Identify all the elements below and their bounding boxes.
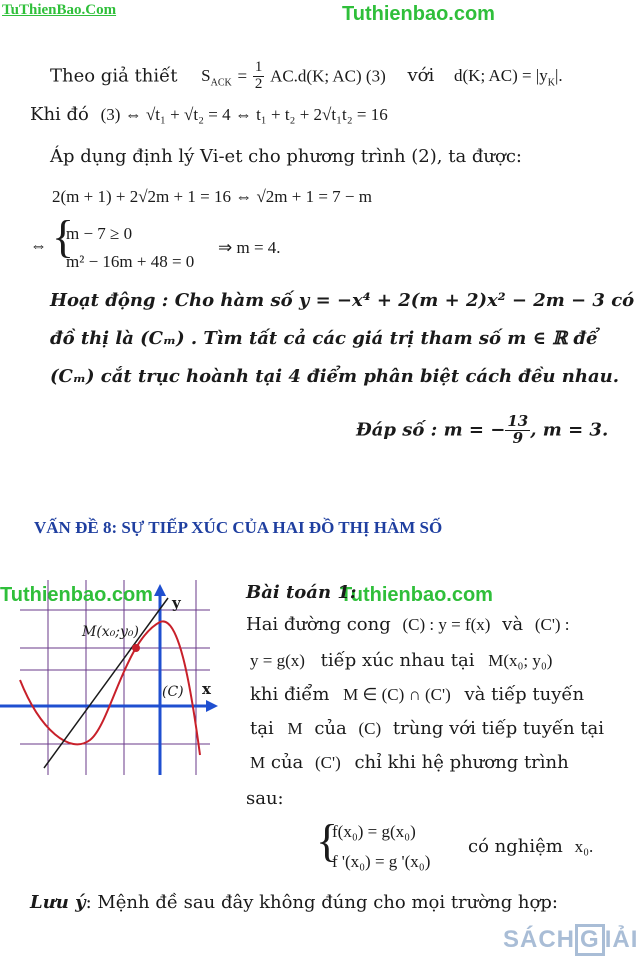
sys-line-2: f '(x₀) = g '(x₀) xyxy=(332,852,431,871)
watermark-site-top: Tuthienbao.com xyxy=(342,3,495,25)
fraction-half: $\frac{1}{2}$ xyxy=(254,59,263,92)
problem-line-1: Hai đường cong (C) : y = f(x) và (C') : xyxy=(246,614,570,635)
x-axis-arrow xyxy=(206,700,218,712)
problem-title: Bài toán 1: xyxy=(246,582,357,603)
graph-figure xyxy=(0,580,236,780)
left-brace-2: { xyxy=(316,815,339,866)
watermark-site-right: Tuthienbao.com xyxy=(340,584,493,606)
activity-line-3: (Cₘ) cắt trục hoành tại 4 điểm phân biệt cách đều nhau. xyxy=(50,366,619,387)
curve-label: (C) xyxy=(162,684,184,700)
point-label: M(x₀;y₀) xyxy=(82,624,140,640)
l1-e: với xyxy=(407,65,435,87)
problem-line-4: tại M của (C) trùng với tiếp tuyến tại xyxy=(250,718,605,739)
l1-a: Theo giả thiết xyxy=(50,65,178,87)
sachgiai-logo: SÁCH G IẢI xyxy=(503,924,638,956)
text-line-3: Áp dụng định lý Vi-et cho phương trình (2), ta được: xyxy=(50,146,522,167)
problem-line-2: y = g(x) tiếp xúc nhau tại M(x₀; y₀) xyxy=(250,650,553,671)
left-brace-1: { xyxy=(52,211,75,262)
note-line xyxy=(30,892,558,913)
text-line-1 xyxy=(50,60,563,93)
answer-fraction: $\frac{13}{9}$ xyxy=(507,412,529,447)
grid xyxy=(20,580,210,775)
problem-line-5: M của (C') chỉ khi hệ phương trình xyxy=(250,752,569,773)
note-text: : Mệnh đề sau đây không đúng cho mọi trường hợp: xyxy=(85,892,558,913)
y-axis-arrow xyxy=(154,584,166,596)
l5-result: ⇒ m = 4. xyxy=(218,238,281,257)
l1-d: AC.d(K; AC) (3) xyxy=(270,66,386,86)
answer xyxy=(356,414,608,447)
l2-b: (3) ⇔ √t₁ + √t₂ = 4 ⇔ t₁ + t₂ + 2√t₁t₂ = 16 xyxy=(100,105,388,124)
l5-sys1: m − 7 ≥ 0 xyxy=(66,224,133,243)
activity-line-2: đồ thị là (Cₘ) . Tìm tất cả các giá trị tham số m ∈ ℝ để xyxy=(50,328,598,349)
problem-line-3: khi điểm M ∈ (C) ∩ (C') và tiếp tuyến xyxy=(250,684,585,705)
area-symbol: $S_{ACK}$ xyxy=(201,66,232,89)
section-heading: VẤN ĐỀ 8: SỰ TIẾP XÚC CỦA HAI ĐỒ THỊ HÀM SỐ xyxy=(34,518,443,537)
point-m xyxy=(132,644,140,652)
answer-label: Đáp số : xyxy=(356,419,438,441)
answer-a: m = − xyxy=(443,419,506,441)
l1-f: d(K; $AC) = |y_K|$. xyxy=(454,66,563,89)
problem-line-6: sau: xyxy=(246,788,284,809)
y-axis-label: y xyxy=(172,594,181,612)
watermark-site-left: Tuthienbao.com xyxy=(0,584,153,606)
watermark-left xyxy=(0,3,6,26)
text-line-2 xyxy=(30,104,388,125)
activity-line-1: Hoạt động : Cho hàm số y = −x⁴ + 2(m + 2)x² − 2m − 3 có xyxy=(50,290,635,311)
l5-sys2: m² − 16m + 48 = 0 xyxy=(66,252,195,271)
text-line-4: 2(m + 1) + 2√2m + 1 = 16 ⇔ √2m + 1 = 7 − m xyxy=(52,187,372,206)
l1-eq: = xyxy=(237,66,248,86)
sys-line-1: f(x₀) = g(x₀) xyxy=(332,822,416,841)
x-axis-label: x xyxy=(202,680,211,698)
note-label: Lưu ý xyxy=(30,892,86,913)
sys-tail: có nghiệm x₀. xyxy=(468,836,594,857)
answer-b: , m = 3. xyxy=(530,419,609,441)
l5-arrow: ⇔ xyxy=(30,236,47,255)
l2-a: Khi đó xyxy=(30,104,89,125)
watermark-topleft: TuThienBao.Com xyxy=(2,2,117,18)
